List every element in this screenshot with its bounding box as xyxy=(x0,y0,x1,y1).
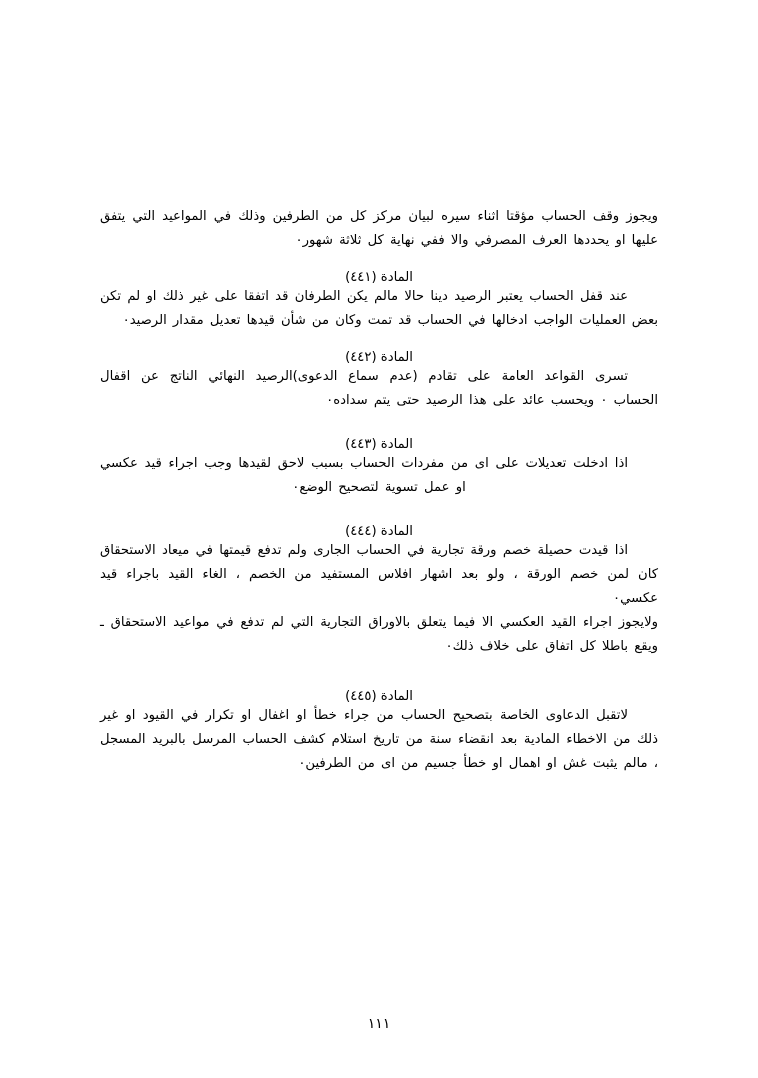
page-number: ١١١ xyxy=(367,1016,391,1032)
article-444-body-first: اذا قيدت حصيلة خصم ورقة تجارية في الحساب الجارى ولم تدفع قيمتها في ميعاد الاستحقاق كان لمن خصم الورقة ، ولو بعد اشهار افلاس المستفيد من الخصم ، الغاء القيد باجراء قيد عكسي٠ xyxy=(100,543,658,607)
article-444-body-second: ولايجوز اجراء القيد العكسي الا فيما يتعلق بالاوراق التجارية التي لم تدفع في مواعيد الاستحقاق ـ ويقع باطلا كل اتفاق على خلاف ذلك٠ xyxy=(100,615,658,655)
paragraph-intro: ويجوز وقف الحساب مؤقتا اثناء سيره لبيان مركز كل من الطرفين وذلك في المواعيد التي يتفق عليها او يحددها العرف المصرفي والا ففي نهاية كل ثلاثة شهور٠ xyxy=(100,209,658,249)
spacer xyxy=(100,333,658,350)
spacer xyxy=(100,253,658,270)
spacer xyxy=(100,659,658,689)
article-441-heading: المادة (٤٤١) xyxy=(345,270,413,286)
article-445-body: لاتقبل الدعاوى الخاصة بتصحيح الحساب من جراء خطأ او اغفال او تكرار في القيود او غير ذلك من الاخطاء المادية بعد انقضاء سنة من تاريخ استلام كشف الحساب المرسل بالبريد المسجل ، مالم يثبت غش او اهمال او خطأ جسيم من اى من الطرفين٠ xyxy=(100,708,658,772)
document-body xyxy=(100,205,658,776)
spacer xyxy=(100,413,658,437)
article-442-body: تسرى القواعد العامة على تقادم (عدم سماع الدعوى)الرصيد النهائي الناتج عن اقفال الحساب ٠ ويحسب عائد على هذا الرصيد حتى يتم سداده٠ xyxy=(100,369,658,409)
article-442-heading: المادة (٤٤٢) xyxy=(345,350,413,366)
spacer xyxy=(100,500,658,524)
article-443-body: اذا ادخلت تعديلات على اى من مفردات الحساب بسبب لاحق لقيدها وجب اجراء قيد عكسي او عمل تسوية لتصحيح الوضع٠ xyxy=(100,456,628,496)
article-441-body: عند قفل الحساب يعتبر الرصيد دينا حالا مالم يكن الطرفان قد اتفقا على غير ذلك او لم تكن بعض العمليات الواجب ادخالها في الحساب قد تمت وكان من شأن قيدها تعديل مقدار الرصيد٠ xyxy=(100,289,658,329)
article-444-heading: المادة (٤٤٤) xyxy=(345,524,413,540)
article-445-heading: المادة (٤٤٥) xyxy=(345,689,413,705)
article-443-heading: المادة (٤٤٣) xyxy=(345,437,413,453)
